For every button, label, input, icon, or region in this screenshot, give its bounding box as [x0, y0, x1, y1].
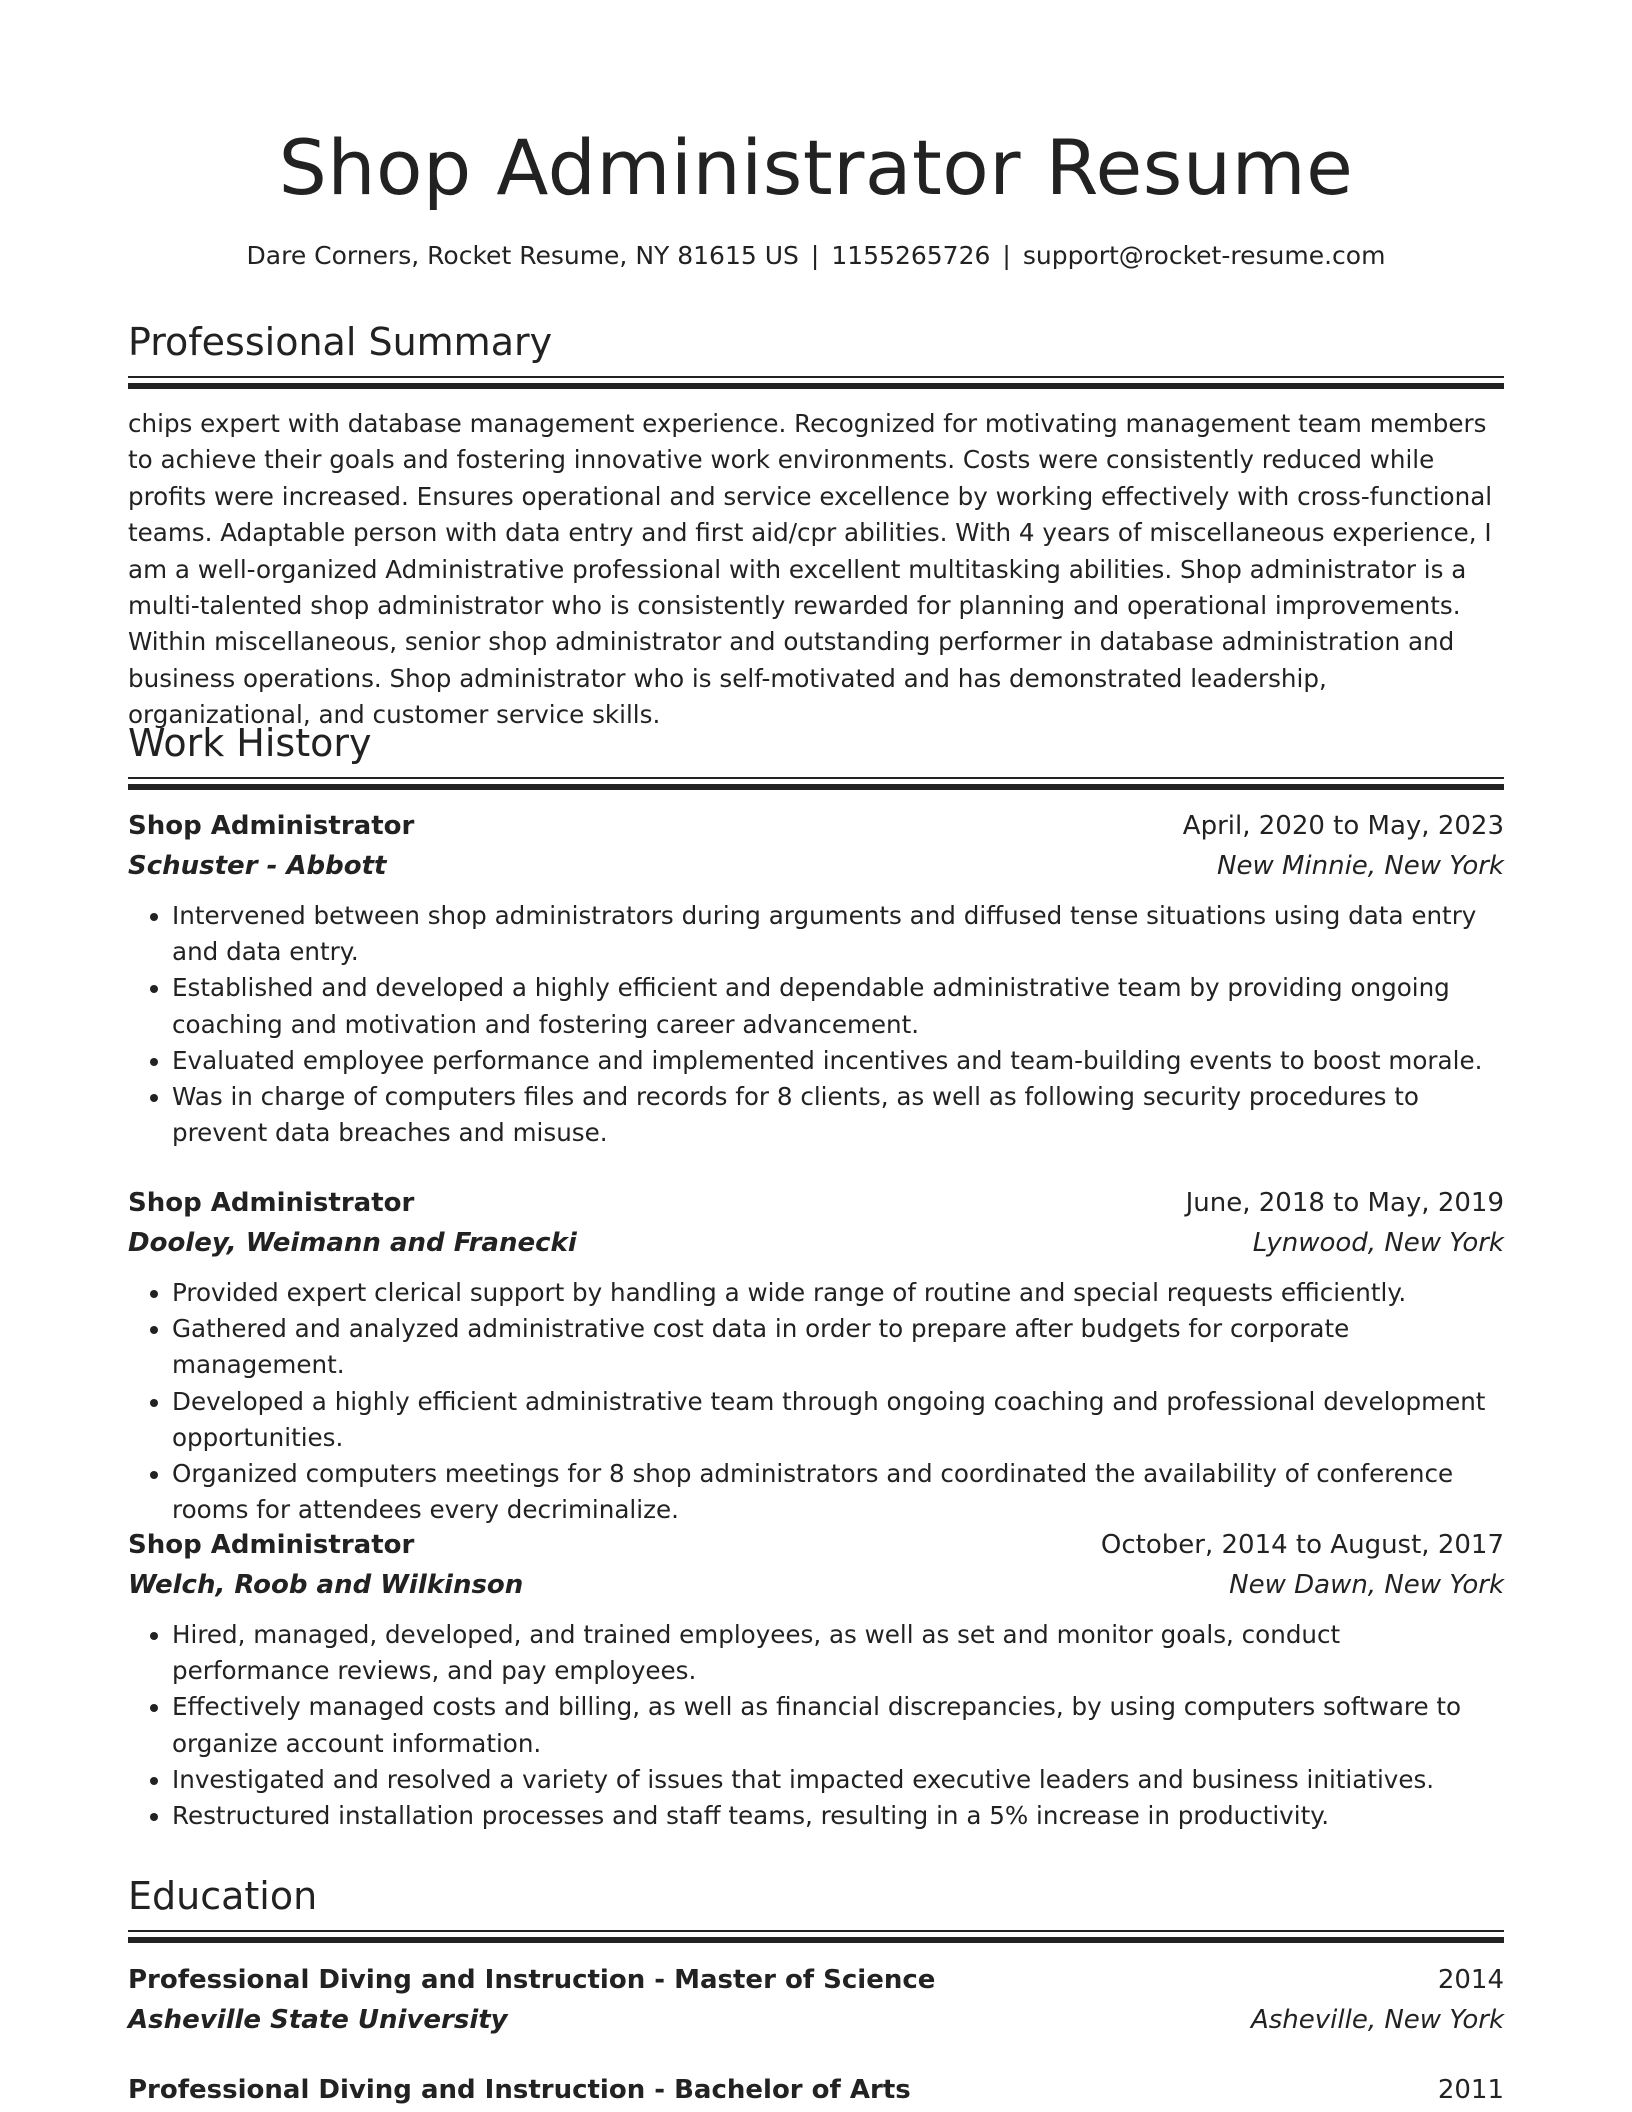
education-entry [128, 1960, 1504, 2040]
job-dates: April, 2020 to May, 2023 [1182, 811, 1504, 841]
job-dates: June, 2018 to May, 2019 [1185, 1188, 1504, 1218]
section-title-summary: Professional Summary [128, 320, 553, 364]
list-item: • Was in charge of computers files and records for 8 clients, as well as following security procedures to prevent data breaches and misuse. [172, 1079, 1504, 1151]
job-entry [128, 1183, 1504, 1528]
education-header [128, 2070, 1504, 2110]
list-item: • Investigated and resolved a variety of issues that impacted executive leaders and business initiatives. [172, 1762, 1504, 1798]
education-degree: Professional Diving and Instruction - Master of Science [128, 1965, 936, 1995]
job-subheader [128, 1565, 1504, 1605]
contact-separator: | [1002, 241, 1011, 270]
contact-line [128, 238, 1504, 274]
list-item: • Evaluated employee performance and implemented incentives and team-building events to boost morale. [172, 1043, 1504, 1079]
job-entry [128, 806, 1504, 1151]
job-entry [128, 1525, 1504, 1834]
job-title: Shop Administrator [128, 811, 415, 841]
contact-separator: | [810, 241, 820, 270]
job-subheader [128, 1223, 1504, 1263]
list-item: • Gathered and analyzed administrative cost data in order to prepare after budgets for corporate management. [172, 1311, 1504, 1383]
job-title: Shop Administrator [128, 1188, 415, 1218]
list-item: • Established and developed a highly efficient and dependable administrative team by providing ongoing coaching and motivation and fostering career advancement. [172, 970, 1504, 1042]
contact-address: Dare Corners, Rocket Resume, NY 81615 US [246, 241, 799, 270]
education-entry [128, 2070, 1504, 2110]
education-year: 2014 [1437, 1965, 1504, 1995]
section-title-work: Work History [128, 721, 372, 765]
list-item: • Hired, managed, developed, and trained employees, as well as set and monitor goals, conduct performance reviews, and pay employees. [172, 1617, 1504, 1689]
job-bullets [128, 1617, 1504, 1834]
section-divider [128, 376, 1504, 378]
job-location: New Minnie, New York [1217, 851, 1504, 881]
job-title: Shop Administrator [128, 1530, 415, 1560]
list-item: • Restructured installation processes and staff teams, resulting in a 5% increase in productivity. [172, 1798, 1504, 1834]
section-divider [128, 777, 1504, 779]
job-company: Welch, Roob and Wilkinson [128, 1570, 524, 1600]
job-header [128, 1183, 1504, 1223]
job-bullets [128, 898, 1504, 1151]
education-school: Asheville State University [128, 2005, 508, 2035]
education-location: Asheville, New York [1250, 2005, 1504, 2035]
job-header [128, 1525, 1504, 1565]
list-item: • Organized computers meetings for 8 shop administrators and coordinated the availability of conference rooms for attendees every decriminalize. [172, 1456, 1504, 1528]
job-dates: October, 2014 to August, 2017 [1100, 1530, 1504, 1560]
list-item: • Provided expert clerical support by handling a wide range of routine and special requests efficiently. [172, 1275, 1504, 1311]
education-year: 2011 [1437, 2075, 1504, 2105]
job-location: Lynwood, New York [1252, 1228, 1504, 1258]
job-company: Dooley, Weimann and Franecki [128, 1228, 577, 1258]
job-location: New Dawn, New York [1229, 1570, 1504, 1600]
job-company: Schuster - Abbott [128, 851, 387, 881]
education-degree: Professional Diving and Instruction - Bachelor of Arts [128, 2075, 911, 2105]
contact-email[interactable]: support@rocket-resume.com [1022, 241, 1386, 270]
education-subheader [128, 2000, 1504, 2040]
job-header [128, 806, 1504, 846]
section-divider [128, 1930, 1504, 1932]
list-item: • Intervened between shop administrators during arguments and diffused tense situations using data entry and data entry. [172, 898, 1504, 970]
summary-text: chips expert with database management experience. Recognized for motivating management team members to achieve their goals and fostering innovative work environments. Costs were consistently reduced while profits were increased. Ensures operational and service excellence by working effectively with cross-functional teams. Adaptable person with data entry and first aid/cpr abilities. With 4 years of miscellaneous experience, I am a well-organized Administrative professional with excellent multitasking abilities. Shop administrator is a multi-talented shop administrator who is consistently rewarded for planning and operational improvements. Within miscellaneous, senior shop administrator and outstanding performer in database administration and business operations. Shop administrator who is self-motivated and has demonstrated leadership, organizational, and customer service skills. [128, 409, 1493, 730]
resume-title: Shop Administrator Resume [278, 123, 1354, 212]
job-bullets [128, 1275, 1504, 1528]
job-subheader [128, 846, 1504, 886]
list-item: • Developed a highly efficient administrative team through ongoing coaching and professional development opportunities. [172, 1384, 1504, 1456]
section-title-education: Education [128, 1874, 318, 1918]
list-item: • Effectively managed costs and billing, as well as financial discrepancies, by using computers software to organize account information. [172, 1689, 1504, 1761]
education-header [128, 1960, 1504, 2000]
contact-phone[interactable]: 1155265726 [831, 241, 991, 270]
